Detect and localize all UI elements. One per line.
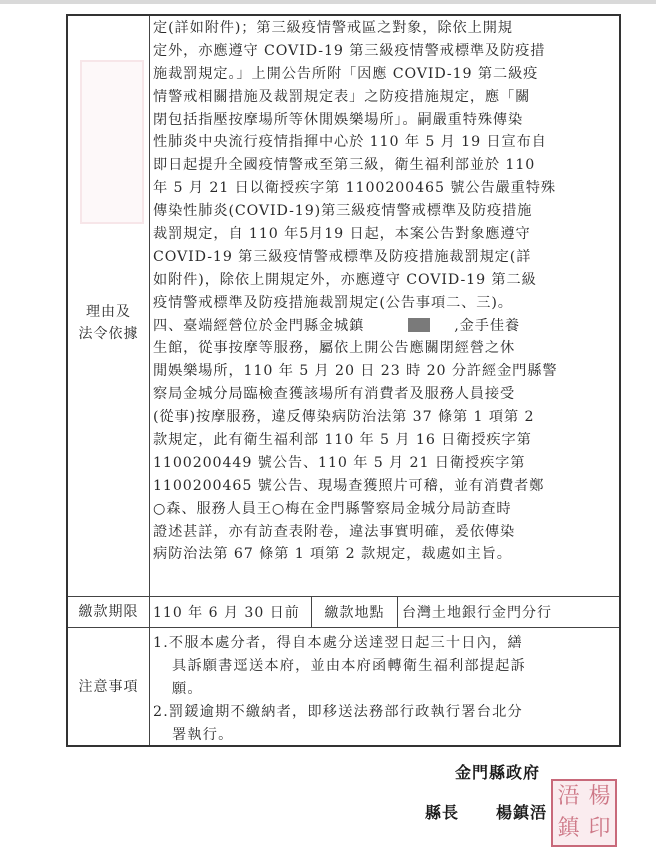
redaction-block [408, 318, 430, 332]
text-line: 1100200449 號公告、110 年 5 月 21 日衛授疾字第 [153, 454, 526, 471]
text-line: 證述甚詳，亦有訪查表附卷，違法事實明確，爰依傳染 [153, 523, 516, 540]
seal-char: 楊 [588, 784, 611, 809]
redacted-line-before: 四、臺端經營位於金門縣金城鎮 [153, 317, 365, 334]
text-line: 病防治法第 67 條第 1 項第 2 款規定，裁處如主旨。 [153, 546, 512, 563]
text-line: 定外，亦應遵守 COVID-19 第三級疫情警戒標準及防疫措 [153, 42, 546, 59]
seal-char: 印 [588, 816, 611, 841]
signatory-title: 縣長 [425, 803, 460, 822]
text-line: 生館，從事按摩等服務，屬依上開公告應關閉經營之休 [153, 340, 516, 357]
text-line: 1100200465 號公告、現場查獲照片可稽，並有消費者鄭 [153, 477, 545, 494]
redacted-line-after: ,金手佳養 [454, 317, 520, 334]
text-line: 性肺炎中央流行疫情指揮中心於 110 年 5 月 19 日宣布自 [153, 134, 547, 151]
note-1-line-3: 願。 [172, 680, 203, 697]
issuing-agency: 金門縣政府 [455, 763, 541, 782]
text-line: 閉包括指壓按摩場所等休閒娛樂場所」。嗣嚴重特殊傳染 [153, 111, 524, 128]
note-2-line-2: 署執行。 [172, 726, 234, 743]
reason-label-line-2: 法令依據 [78, 326, 139, 342]
reason-text [150, 16, 619, 596]
scan-top-edge [0, 0, 656, 4]
text-line: 裁罰規定，自 110 年5月19 日起，本案公告對象應遵守 [153, 226, 531, 243]
penalty-notice-table [66, 14, 621, 747]
payment-row [68, 597, 619, 628]
signatory-name: 楊鎮浯 [496, 803, 548, 822]
location-label: 繳款地點 [312, 597, 398, 627]
text-line: 傳染性肺炎(COVID-19)第三級疫情警戒標準及防疫措施 [153, 203, 533, 220]
notes-content [150, 628, 619, 745]
notes-row [68, 628, 619, 745]
text-line: 年 5 月 21 日以衛授疾字第 1100200465 號公告嚴重特殊 [153, 180, 556, 197]
text-line: 即日起提升全國疫情警戒至第三級，衛生福利部並於 110 [153, 157, 536, 174]
notes-label: 注意事項 [68, 628, 150, 745]
text-line: 疫情警戒標準及防疫措施裁罰規定(公告事項二、三)。 [153, 294, 513, 311]
deadline-value: 110 年 6 月 30 日前 [150, 597, 312, 627]
text-line: 閒娛樂場所，110 年 5 月 20 日 23 時 20 分許經金門縣警 [153, 363, 558, 380]
text-line: 定(詳如附件)；第三級疫情警戒區之對象，除依上開規 [153, 20, 513, 36]
text-line: 如附件)，除依上開規定外，亦應遵守 COVID-19 第二級 [153, 271, 537, 288]
text-line: ○森、服務人員王○梅在金門縣警察局金城分局訪查時 [153, 500, 512, 517]
text-line: 款規定，此有衛生福利部 110 年 5 月 16 日衛授疾字第 [153, 432, 532, 449]
reason-label-line-1: 理由及 [86, 304, 131, 320]
text-line: 察局金城分局臨檢查獲該場所有消費者及服務人員接受 [153, 386, 516, 403]
official-seal-icon [551, 779, 617, 847]
text-line-redacted [153, 315, 617, 338]
reason-label [68, 16, 150, 596]
note-1-line-2: 具訴願書逕送本府，並由本府函轉衛生福利部提起訴 [172, 657, 526, 674]
text-line: 情警戒相關措施及裁罰規定表」之防疫措施規定，應「關 [153, 88, 531, 105]
reason-row [68, 16, 619, 597]
deadline-label: 繳款期限 [68, 597, 150, 627]
text-line: (從事)按摩服務，違反傳染病防治法第 37 條第 1 項第 2 [153, 409, 535, 426]
note-2-line-1: 2.罰鍰逾期不繳納者，即移送法務部行政執行署台北分 [153, 703, 523, 720]
location-value: 台灣土地銀行金門分行 [402, 605, 552, 621]
seal-char: 浯 [557, 784, 580, 809]
seal-char: 鎮 [557, 816, 580, 841]
text-line: COVID-19 第三級疫情警戒標準及防疫措施裁罰規定(詳 [153, 248, 532, 265]
text-line: 施裁罰規定。」上開公告所附「因應 COVID-19 第二級疫 [153, 65, 539, 82]
note-1-line-1: 1.不服本處分者，得自本處分送達翌日起三十日內，繕 [153, 635, 523, 651]
